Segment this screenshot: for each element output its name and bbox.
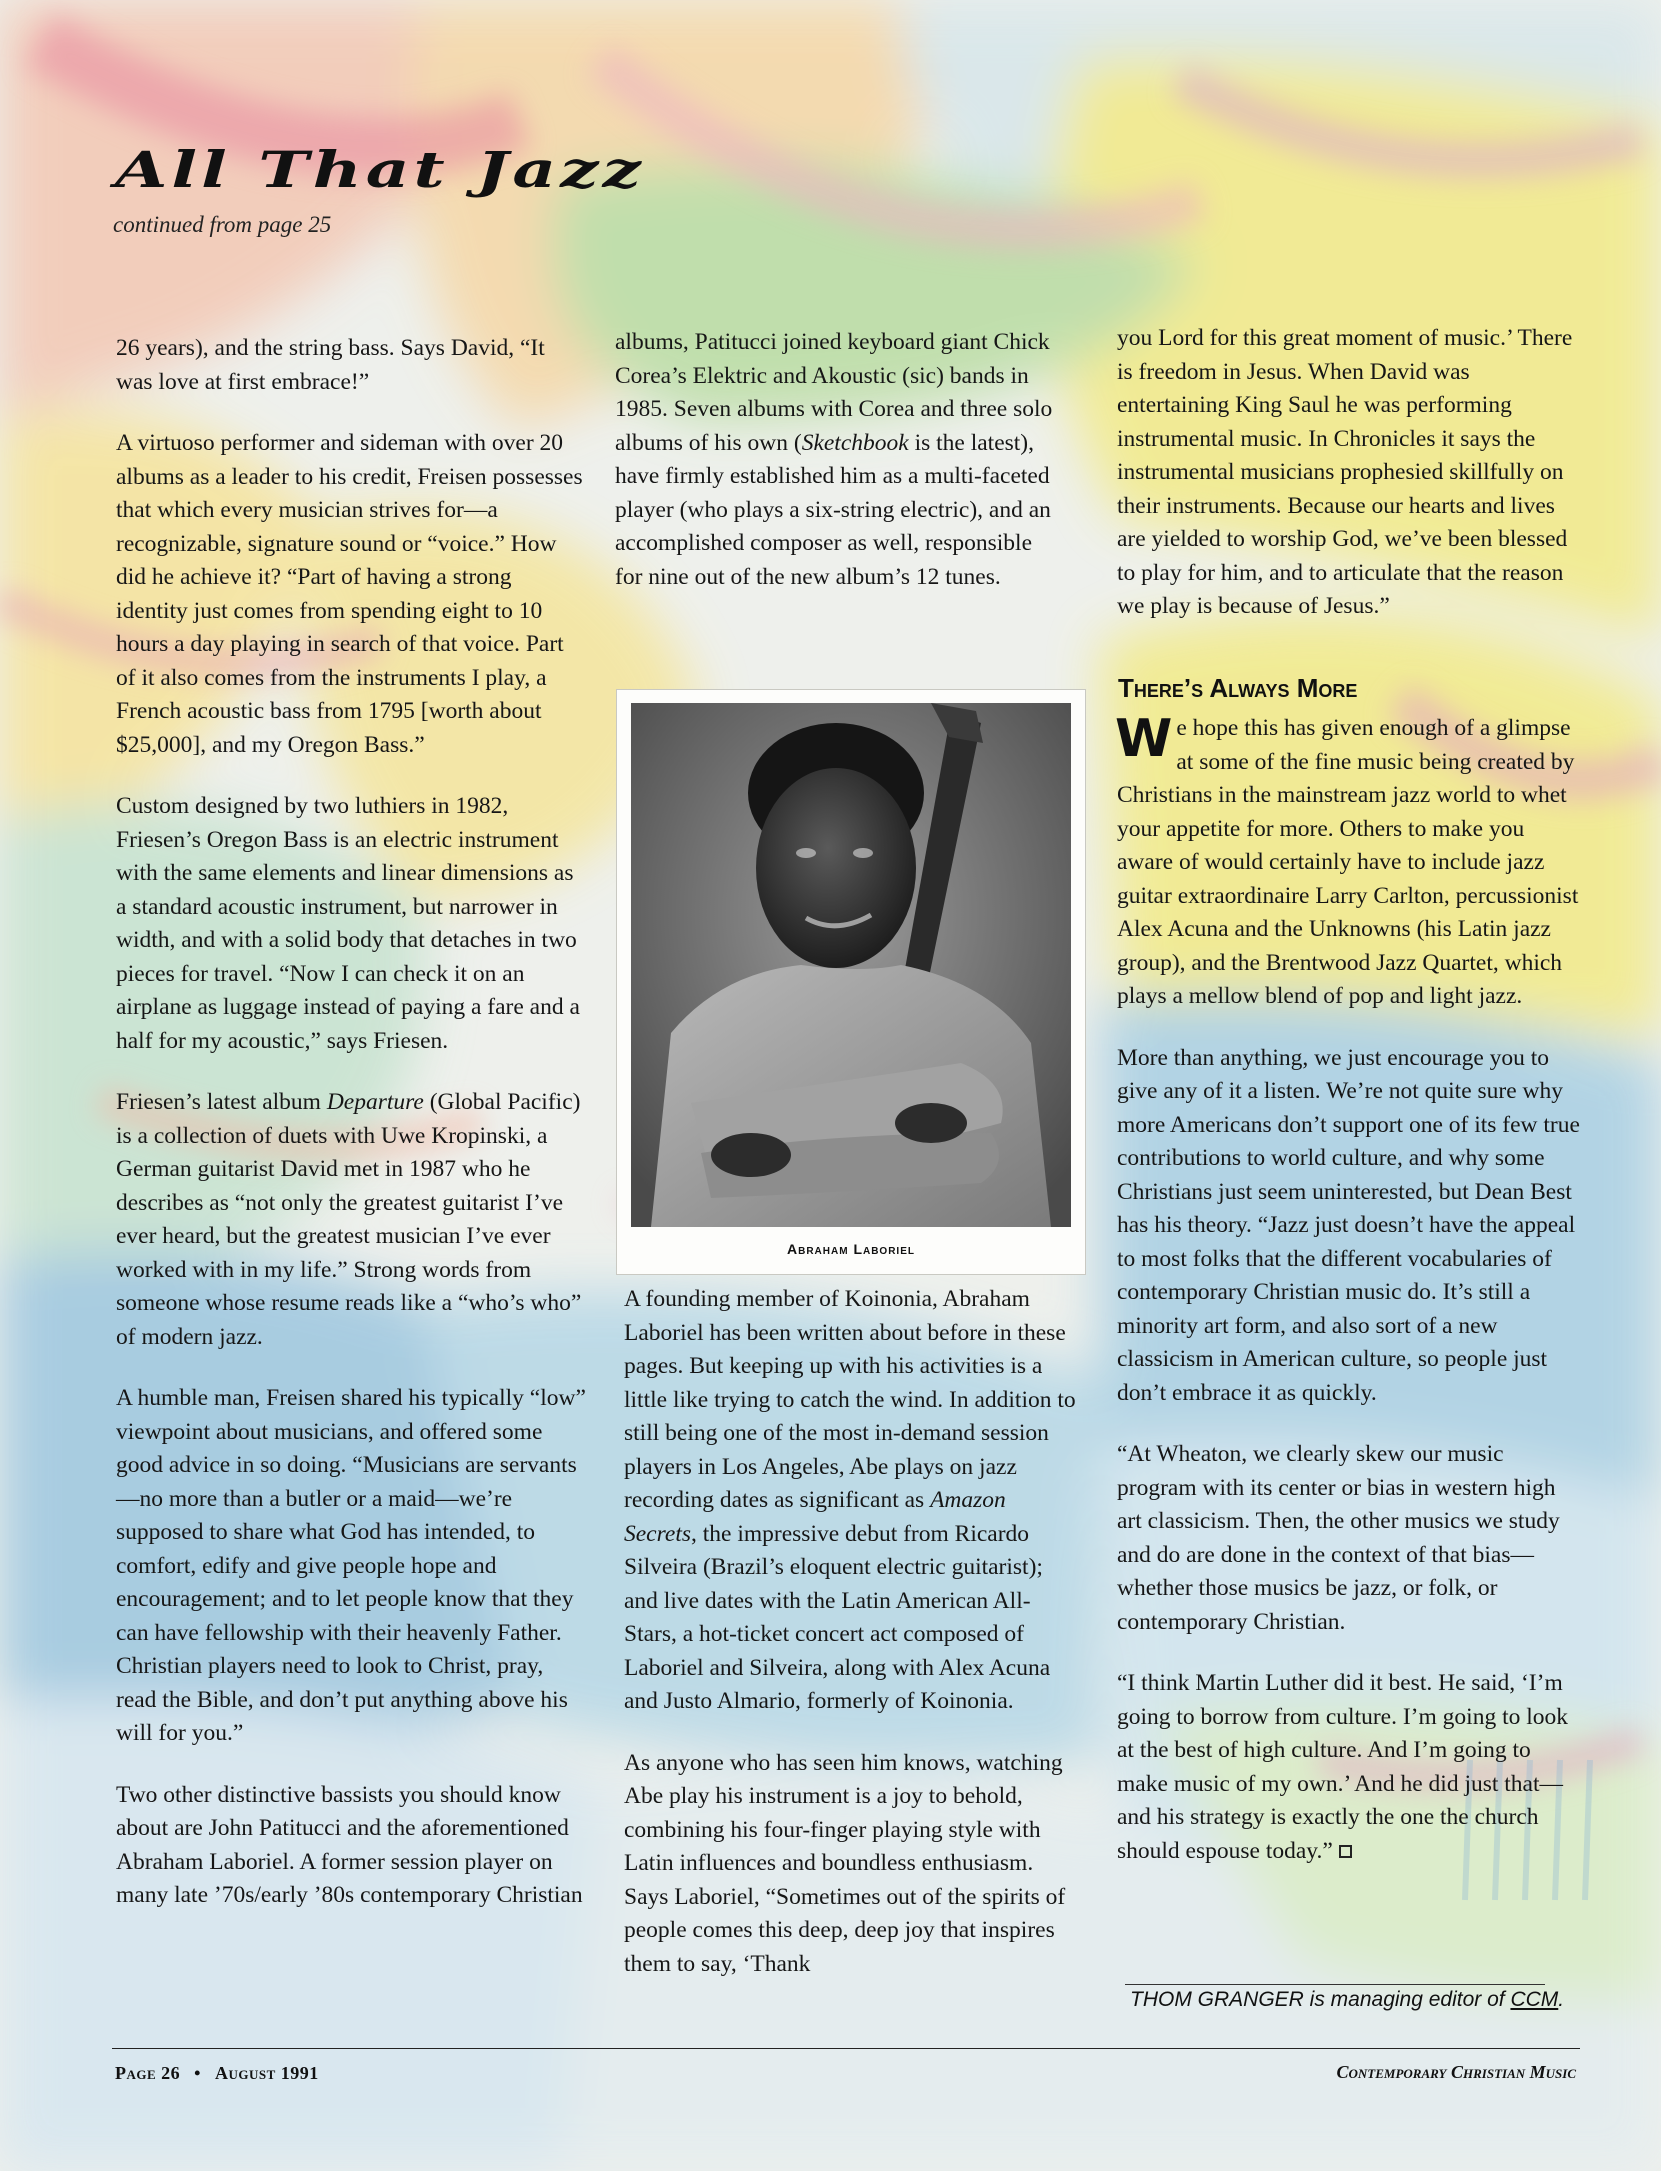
- portrait-photo: [631, 703, 1071, 1227]
- folio-separator: •: [194, 2063, 201, 2083]
- paragraph: Friesen’s latest album Departure (Global Pacific) is a collection of duets with Uwe Kropinski, a German guitarist David met in 1987 who he describes as “not only the greatest guitarist I’ve ever heard, but the greatest musician I’ve ever worked with in my life.” Strong words from someone whose resume reads like a “who’s who” of modern jazz.: [116, 1089, 582, 1350]
- page-number: Page 26: [115, 2063, 181, 2083]
- byline-rule: [1125, 1984, 1545, 1985]
- paragraph: A virtuoso performer and sideman with over 20 albums as a leader to his credit, Freisen possesses that which every musician strives for—a recognizable, signature sound or “voice.” How did he achieve it? “Part of having a strong identity just comes from spending eight to 10 hours a day playing in search of that voice. Part of it also comes from the instruments I play, a French acoustic bass from 1795 [worth about $25,000], and my Oregon Bass.”: [116, 430, 583, 758]
- paragraph: you Lord for this great moment of music.’ There is freedom in Jesus. When David was entertaining King Saul he was performing instrumental music. In Chronicles it says the instrumental musicians prophesied skillfully on their instruments. Because our hearts and lives are yielded to worship God, we’ve been blessed to play for him, and to articulate that the reason we play is because of Jesus.”: [1117, 325, 1573, 619]
- paragraph: A humble man, Freisen shared his typically “low” viewpoint about musicians, and offered some good advice in so doing. “Musicians are servants—no more than a butler or a maid—we’re supposed to share what God has intended, to comfort, edify and give people hope and encouragement; and to let people know that they can have fellowship with their heavenly Father. Christian players need to look to Christ, pray, read the Bible, and don’t put anything above his will for you.”: [116, 1385, 586, 1746]
- continued-note: continued from page 25: [113, 212, 332, 237]
- article-title: All That Jazz: [115, 140, 645, 199]
- lead-paragraph: We hope this has given enough of a glimpse at some of the fine music being created by Christians in the mainstream jazz world to whet your appetite for more. Others to make you aware of would certainly have to include jazz guitar extraordinaire Larry Carlton, percussionist Alex Acuna and the Unknowns (his Latin jazz group), and the Brentwood Jazz Quartet, which plays a mellow blend of pop and light jazz.: [1115, 709, 1579, 1009]
- paragraph: 26 years), and the string bass. Says David, “It was love at first embrace!”: [116, 335, 545, 395]
- section-subhead: There’s Always More: [1118, 673, 1358, 703]
- issue-date: August 1991: [214, 2063, 319, 2083]
- column-3-top: [1117, 322, 1585, 624]
- photo-caption: Abraham Laboriel: [787, 1241, 915, 1257]
- paragraph: Custom designed by two luthiers in 1982, Friesen’s Oregon Bass is an electric instrument with the same elements and linear dimensions as a standard acoustic instrument, but narrower in width, and with a solid body that detaches in two pieces for travel. “Now I can check it on an airplane as luggage instead of paying a fare and a half for my acoustic,” says Friesen.: [116, 793, 580, 1054]
- photo-frame: [617, 690, 1085, 1274]
- footer-rule: [112, 2048, 1580, 2049]
- column-2-top: [615, 326, 1062, 594]
- paragraph: Two other distinctive bassists you should know about are John Patitucci and the aforementioned Abraham Laboriel. A former session player on many late ’70s/early ’80s contemporary Christian: [116, 1781, 583, 1908]
- column-2-bottom: [624, 1283, 1079, 1981]
- drop-cap: W: [1115, 709, 1173, 769]
- end-mark-icon: [1339, 1845, 1352, 1858]
- page-folio: [115, 2063, 319, 2084]
- paragraph: More than anything, we just encourage you to give any of it a listen. We’re not quite sure why more Americans don’t support one of its few true contributions to world culture, and why some Christians just seem uninterested, but Dean Best has his theory. “Jazz just doesn’t have the appeal to most folks that the different vocabularies of contemporary Christian music do. It’s still a minority art form, and also sort of a new classicism in American culture, so people just don’t embrace it as quickly.: [1117, 1044, 1580, 1406]
- portrait-photo-illustration: [631, 703, 1071, 1227]
- paragraph: “I think Martin Luther did it best. He said, ‘I’m going to borrow from culture. I’m going to look at the best of high culture. And I’m going to make music of my own.’ And he did just that—and his strategy is exactly the one the church should espouse today.”: [1117, 1670, 1568, 1864]
- paragraph: “At Wheaton, we clearly skew our music program with its center or bias in western high art classicism. Then, the other musics we study and do are done in the context of that bias—whether those musics be jazz, or folk, or contemporary Christian.: [1117, 1441, 1560, 1635]
- paragraph: As anyone who has seen him knows, watching Abe play his instrument is a joy to behold, combining his four-finger playing style with Latin influences and boundless enthusiasm. Says Laboriel, “Sometimes out of the spirits of people comes this deep, deep joy that inspires them to say, ‘Thank: [624, 1749, 1066, 1977]
- column-3-bottom: [1115, 709, 1585, 1868]
- paragraph: albums, Patitucci joined keyboard giant Chick Corea’s Elektric and Akoustic (sic) bands in 1985. Seven albums with Corea and three solo albums of his own (Sketchbook is the latest), have firmly established him as a multi-faceted player (who plays a six-string electric), and an accomplished composer as well, responsible for nine out of the new album’s 12 tunes.: [615, 329, 1053, 590]
- paragraph: A founding member of Koinonia, Abraham Laboriel has been written about before in these pages. But keeping up with his activities is a little like trying to catch the wind. In addition to still being one of the most in-demand session players in Los Angeles, Abe plays on jazz recording dates as significant as Amazon Secrets, the impressive debut from Ricardo Silveira (Brazil’s eloquent electric guitarist); and live dates with the Latin American All-Stars, a hot-ticket concert act composed of Laboriel and Silveira, along with Alex Acuna and Justo Almario, formerly of Koinonia.: [624, 1286, 1076, 1714]
- column-1: [116, 332, 586, 1913]
- magazine-name: Contemporary Christian Music: [1336, 2062, 1576, 2082]
- author-byline: THOM GRANGER is managing editor of CCM.: [1130, 1988, 1565, 2011]
